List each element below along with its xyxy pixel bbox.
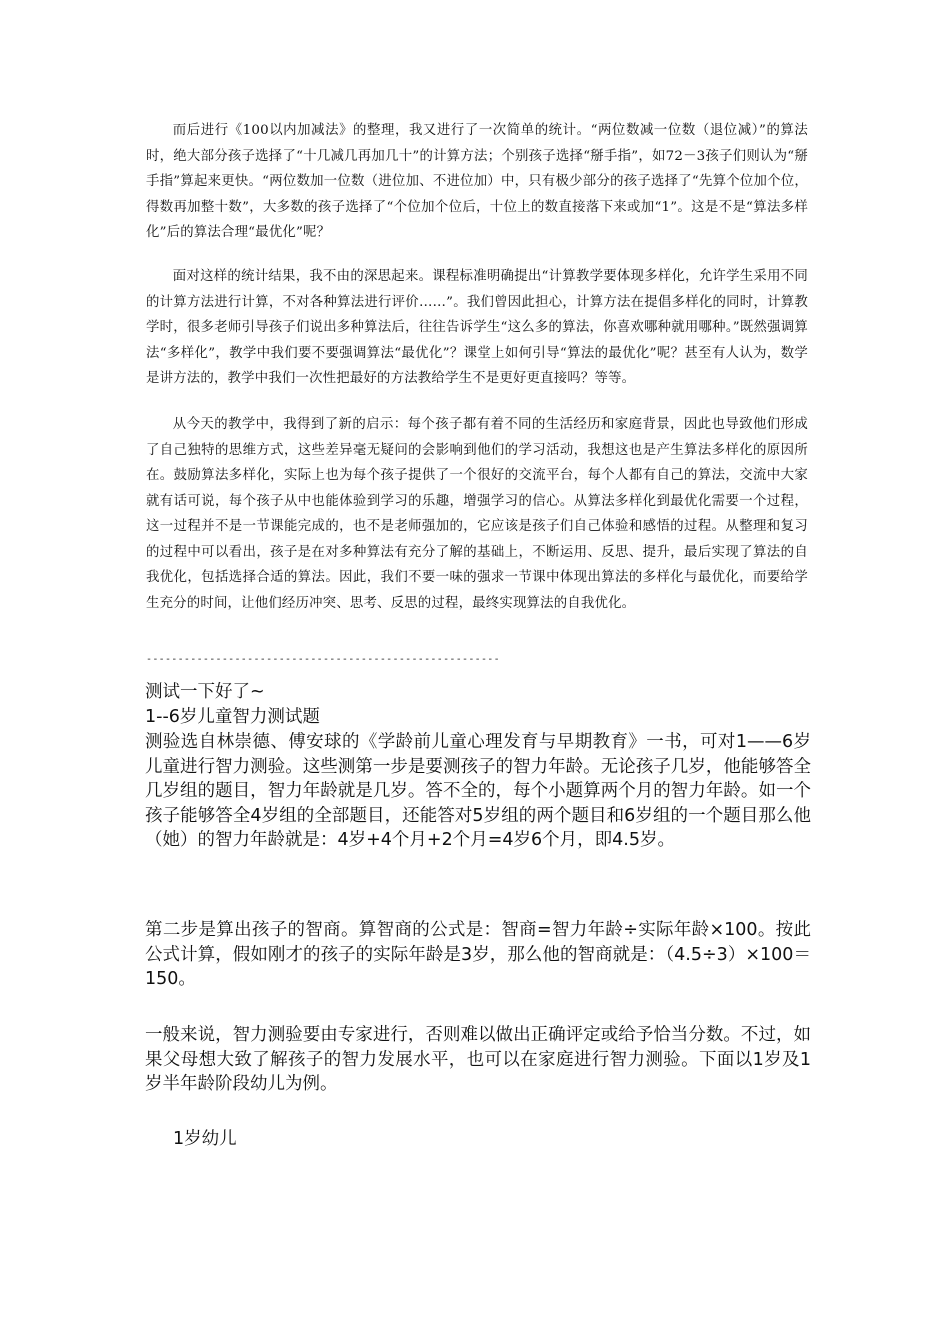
age-group-heading <box>173 1127 839 1152</box>
heading-text: 1--6岁儿童智力测试题 <box>145 707 320 727</box>
paragraph-text: 一般来说，智力测验要由专家进行，否则难以做出正确评定或给予恰当分数。不过，如果父母想大致了解孩子的智力发展水平，也可以在家庭进行智力测验。下面以1岁及1岁半年龄阶段幼儿为例。 <box>145 1025 811 1095</box>
quiz-title <box>145 705 811 730</box>
paragraph-text: 而后进行《100以内加减法》的整理，我又进行了一次简单的统计。“两位数减一位数（退位减）”的算法时，绝大部分孩子选择了“十几减几再加几十”的计算方法；个别孩子选择“掰手指”，如72－3孩子们则认为“掰手指”算起来更快。“两位数加一位数（进位加、不进位加）中，只有极少部分的孩子选择了“先算个位加个位，得数再加整十数”，大多数的孩子选择了“个位加个位后，十位上的数直接落下来或加“1”。这是不是“算法多样化”后的算法合理“最优化”呢？ <box>146 123 808 240</box>
paragraph-reflection <box>146 264 808 392</box>
paragraph-text: 从今天的教学中，我得到了新的启示：每个孩子都有着不同的生活经历和家庭背景，因此也导致他们形成了自己独特的思维方式，这些差异毫无疑问的会影响到他们的学习活动，我想这也是产生算法多样化的原因所在。鼓励算法多样化，实际上也为每个孩子提供了一个很好的交流平台，每个人都有自己的算法，交流中大家就有话可说，每个孩子从中也能体验到学习的乐趣，增强学习的信心。从算法多样化到最优化需要一个过程，这一过程并不是一节课能完成的，也不是老师强加的，它应该是孩子们自己体验和感悟的过程。从整理和复习的过程中可以看出，孩子是在对多种算法有充分了解的基础上，不断运用、反思、提升，最后实现了算法的自我优化，包括选择合适的算法。因此，我们不要一味的强求一节课中体现出算法的多样化与最优化，而要给学生充分的时间，让他们经历冲突、思考、反思的过程，最终实现算法的自我优化。 <box>146 417 808 611</box>
heading-text: 1岁幼儿 <box>173 1129 237 1149</box>
paragraph-text: 面对这样的统计结果，我不由的深思起来。课程标准明确提出“计算教学要体现多样化，允许学生采用不同的计算方法进行计算，不对各种算法进行评价……”。我们曾因此担心，计算方法在提倡多样化的同时，计算教学时，很多老师引导孩子们说出多种算法后，往往告诉学生“这么多的算法，你喜欢哪种就用哪种。”既然强调算法“多样化”，教学中我们要不要强调算法“最优化”？课堂上如何引导“算法的最优化”呢？甚至有人认为，数学是讲方法的，教学中我们一次性把最好的方法教给学生不是更好更直接吗？等等。 <box>146 269 808 386</box>
paragraph-text: 第二步是算出孩子的智商。算智商的公式是：智商=智力年龄÷实际年龄×100。按此公式计算，假如刚才的孩子的实际年龄是3岁，那么他的智商就是：（4.5÷3）×100＝150。 <box>145 920 811 990</box>
dashed-divider: -------------------------------------------------------- <box>146 654 500 665</box>
paragraph-iq-formula <box>145 918 811 992</box>
paragraph-general <box>145 1023 811 1097</box>
paragraph-text: 测验选自林崇德、傅安球的《学龄前儿童心理发育与早期教育》一书，可对1——6岁儿童进行智力测验。这些测第一步是要测孩子的智力年龄。无论孩子几岁，他能够答全几岁组的题目，智力年龄就是几岁。答不全的，每个小题算两个月的智力年龄。如一个孩子能够答全4岁组的全部题目，还能答对5岁组的两个题目和6岁组的一个题目那么他（她）的智力年龄就是：4岁+4个月+2个月=4岁6个月，即4.5岁。 <box>145 732 811 851</box>
paragraph-intro <box>145 730 811 853</box>
paragraph-statistics <box>146 118 808 246</box>
section-heading-test <box>145 680 811 705</box>
paragraph-insight <box>146 412 808 616</box>
heading-text: 测试一下好了~ <box>145 682 265 702</box>
